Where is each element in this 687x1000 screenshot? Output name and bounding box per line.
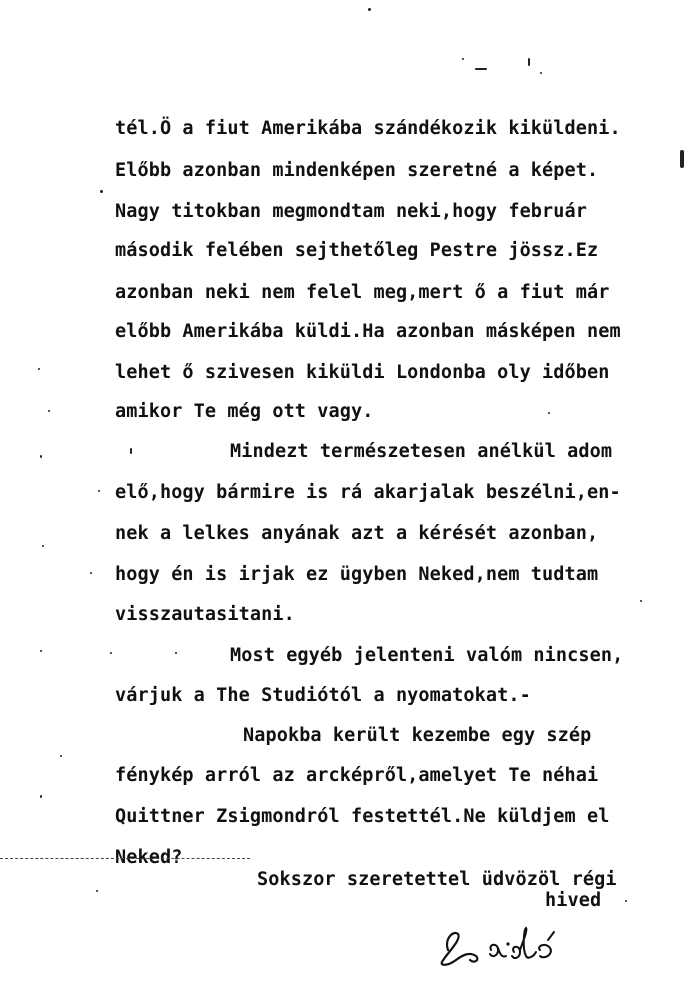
scan-speck bbox=[38, 368, 40, 370]
scan-speck bbox=[42, 545, 44, 547]
scan-speck bbox=[98, 490, 100, 492]
scan-speck bbox=[48, 410, 50, 412]
letter-line-15: várjuk a The Studiótól a nyomatokat.- bbox=[115, 685, 531, 706]
letter-line-1: tél.Ö a fiut Amerikába szándékozik kiküldeni. bbox=[115, 118, 621, 139]
letter-line-2: Előbb azonban mindenképen szeretné a képet. bbox=[115, 160, 599, 181]
letter-line-16: Napokba került kezembe egy szép bbox=[243, 725, 592, 746]
letter-line-14: Most egyéb jelenteni valóm nincsen, bbox=[230, 645, 624, 666]
scan-speck bbox=[130, 448, 132, 454]
closing-hived: hived bbox=[545, 890, 602, 911]
letter-line-3: Nagy titokban megmondtam neki,hogy február bbox=[115, 201, 587, 222]
scan-speck bbox=[110, 652, 112, 654]
scan-speck bbox=[548, 412, 550, 414]
closing-line: Sokszor szeretettel üdvözöl régi bbox=[257, 869, 617, 890]
scan-speck bbox=[528, 58, 530, 66]
scan-speck bbox=[175, 652, 177, 654]
letter-line-13: visszautasitani. bbox=[115, 604, 295, 625]
letter-line-12: hogy én is irjak ez ügyben Neked,nem tudtam bbox=[115, 564, 599, 585]
letter-line-5: azonban neki nem felel meg,mert ő a fiut már bbox=[115, 282, 610, 303]
letter-line-10: elő,hogy bármire is rá akarjalak beszélni,en- bbox=[115, 482, 621, 503]
scan-speck bbox=[475, 68, 487, 70]
scan-speck bbox=[680, 150, 684, 168]
scan-speck bbox=[540, 72, 542, 74]
letter-line-11: nek a lelkes anyának azt a kérését azonban, bbox=[115, 523, 599, 544]
scan-speck bbox=[60, 755, 62, 757]
scan-speck bbox=[90, 572, 92, 574]
dashed-rule bbox=[0, 858, 250, 859]
scan-speck bbox=[462, 58, 464, 60]
letter-line-17: fénykép arról az arcképről,amelyet Te néhai bbox=[115, 765, 599, 786]
scan-speck bbox=[96, 890, 98, 892]
scan-speck bbox=[40, 795, 42, 798]
scan-speck bbox=[40, 455, 42, 458]
letter-line-4: második felében sejthetőleg Pestre jössz.Ez bbox=[115, 240, 599, 261]
letter-line-8: amikor Te még ott vagy. bbox=[115, 401, 374, 422]
letter-line-7: lehet ő szivesen kiküldi Londonba oly időben bbox=[115, 362, 610, 383]
scan-speck bbox=[100, 190, 103, 193]
letter-line-19: Neked? bbox=[115, 847, 183, 868]
scan-speck bbox=[625, 900, 627, 902]
letter-line-6: előbb Amerikába küldi.Ha azonban másképen nem bbox=[115, 321, 621, 342]
signature-scribble bbox=[436, 920, 586, 970]
letter-line-18: Quittner Zsigmondról festettél.Ne küldjem el bbox=[115, 806, 610, 827]
scan-speck bbox=[368, 8, 371, 11]
scan-speck bbox=[640, 600, 642, 602]
scan-speck bbox=[40, 650, 42, 652]
letter-line-9: Mindezt természetesen anélkül adom bbox=[230, 441, 613, 462]
